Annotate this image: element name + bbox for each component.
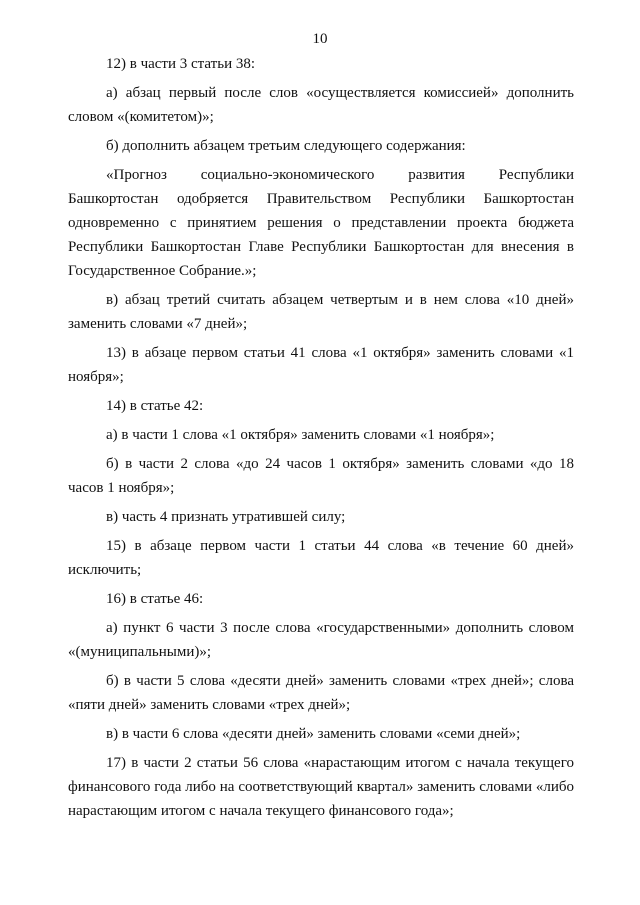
- item-14-a: а) в части 1 слова «1 октября» заменить словами «1 ноября»;: [106, 427, 495, 443]
- item-14: 14) в статье 42:: [106, 398, 204, 414]
- item-13: 13) в абзаце первом статьи 41 слова «1 октября» заменить словами «1 ноября»;: [68, 345, 574, 385]
- item-16-a: а) пункт 6 части 3 после слова «государственными» дополнить словом «(муниципальными)»;: [68, 620, 574, 660]
- item-17: 17) в части 2 статьи 56 слова «нарастающим итогом с начала текущего финансового года либо на соответствующий квартал» заменить словами «либо нарастающим итогом с начала текущего финансового года»;: [68, 755, 574, 819]
- item-16-v: в) в части 6 слова «десяти дней» заменить словами «семи дней»;: [106, 726, 521, 742]
- item-12-a: а) абзац первый после слов «осуществляется комиссией» дополнить словом «(комитетом)»;: [68, 85, 574, 125]
- document-body: [68, 52, 574, 823]
- item-15: 15) в абзаце первом части 1 статьи 44 слова «в течение 60 дней» исключить;: [68, 538, 574, 578]
- item-12-v: в) абзац третий считать абзацем четвертым и в нем слова «10 дней» заменить словами «7 дней»;: [68, 292, 574, 332]
- item-12: 12) в части 3 статьи 38:: [106, 56, 256, 72]
- item-14-b: б) в части 2 слова «до 24 часов 1 октября» заменить словами «до 18 часов 1 ноября»;: [68, 456, 574, 496]
- item-14-v: в) часть 4 признать утратившей силу;: [106, 509, 346, 525]
- item-16: 16) в статье 46:: [106, 591, 204, 607]
- item-12-b-quote: «Прогноз социально-экономического развития Республики Башкортостан одобряется Правительством Республики Башкортостан одновременно с принятием решения о представлении проекта бюджета Республики Башкортостан Главе Республики Башкортостан для внесения в Государственное Собрание.»;: [68, 167, 574, 279]
- item-12-b: б) дополнить абзацем третьим следующего содержания:: [106, 138, 466, 154]
- item-16-b: б) в части 5 слова «десяти дней» заменить словами «трех дней»; слова «пяти дней» заменить словами «трех дней»;: [68, 673, 574, 713]
- page-number: 10: [312, 31, 328, 47]
